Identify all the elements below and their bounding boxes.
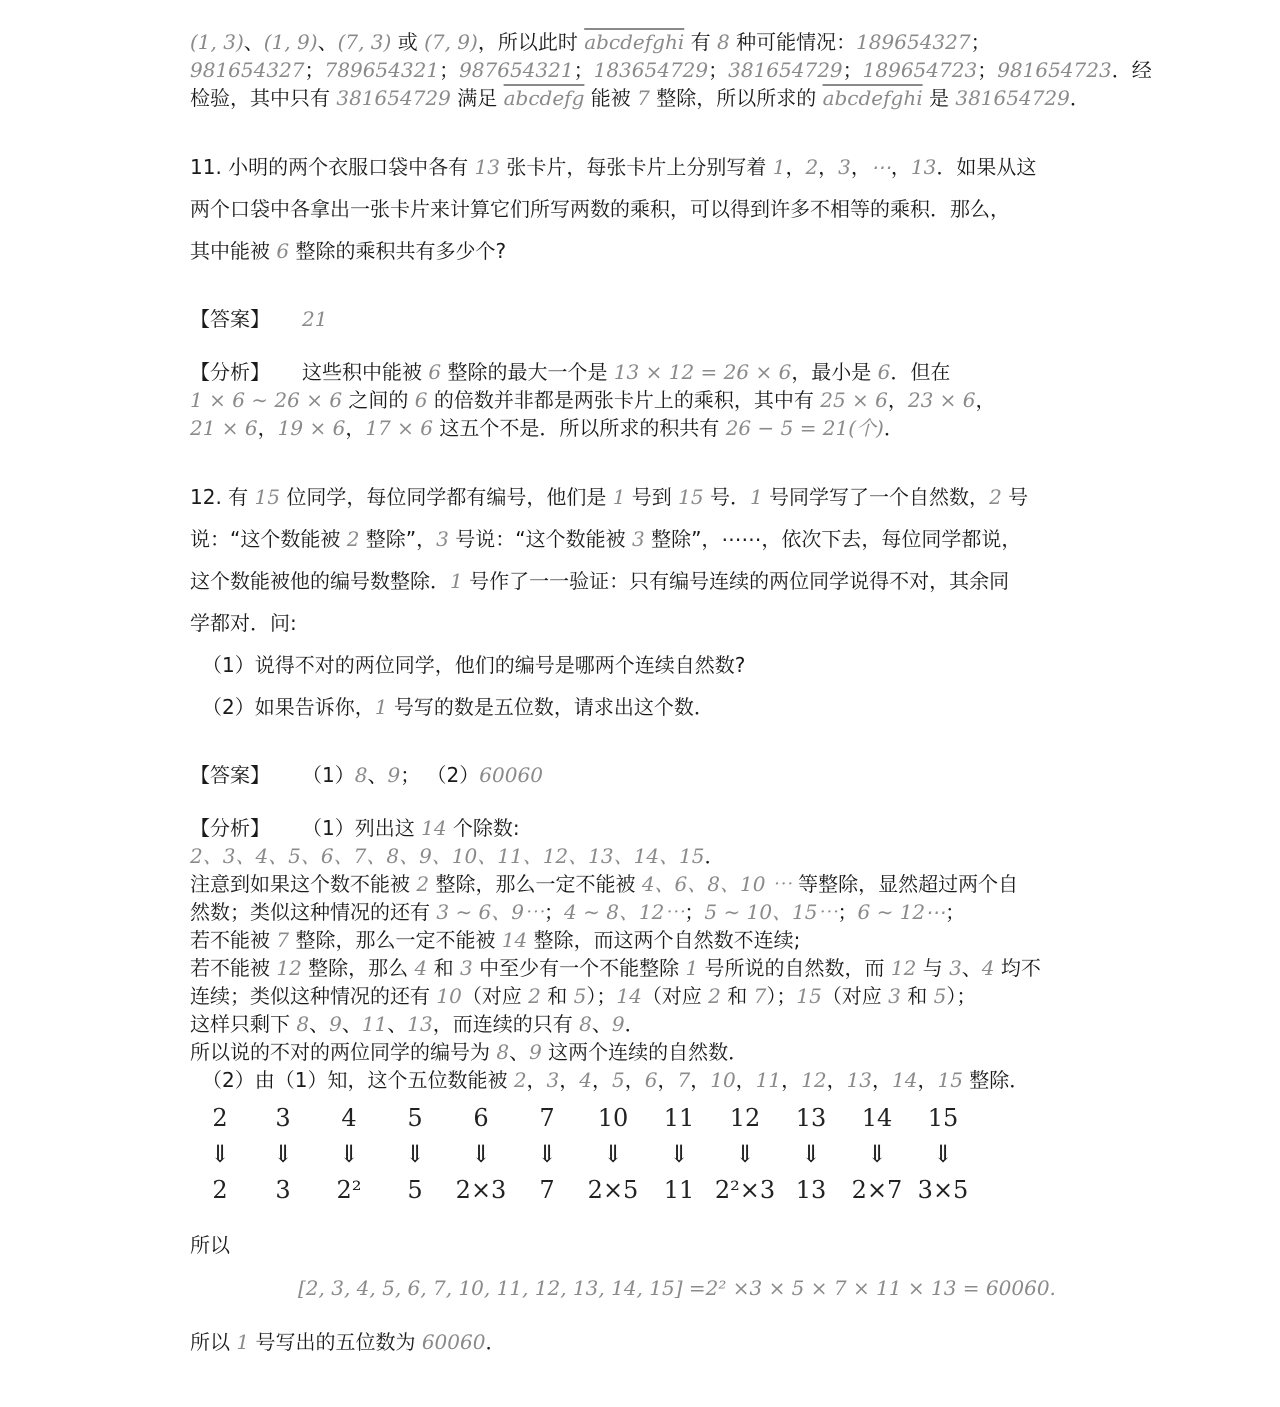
factor-number: 14 [861,1104,893,1132]
math-run: abcdefg [503,86,585,110]
q11-analysis-line-3 [190,414,1100,442]
math-run: 3 ∼ 6、9⋯ [436,900,545,924]
math-run: 9 [529,1040,542,1064]
factor-result: 13 [795,1176,827,1204]
math-run: 6 [428,360,442,384]
q12-analysis-line-4 [190,898,1100,926]
math-run: 7 [276,928,290,952]
text-run: 、 [591,1012,612,1036]
math-run: 381654729 [955,86,1070,110]
factor-row-numbers [190,1100,976,1136]
math-run: 1 [450,569,463,593]
text-run: 、 [243,30,264,54]
math-run: 1 [374,695,388,719]
text-run: ， [735,1068,756,1092]
math-run: 21 × 6 [190,416,258,440]
q12-subquestion-1 [190,644,1100,686]
q11-text-line-1 [190,146,1100,188]
text-run: 号所说的自然数，而 [698,956,891,980]
text-run: ）； [586,984,617,1008]
text-run: ， [592,1068,613,1092]
text-run: ． [883,416,904,440]
text-run: 12. 有 [190,485,255,509]
math-run: 6 [644,1068,658,1092]
text-run: 满足 [450,86,504,110]
text-run: ， [975,388,996,412]
text-run: ， [887,388,908,412]
q12-analysis-line-9 [190,1038,1100,1066]
document-page [190,28,1152,1356]
text-run: ， [690,1068,711,1092]
factor-result: 7 [539,1176,555,1204]
text-run: 这两个连续的自然数． [541,1040,749,1064]
text-run: ； [544,900,565,924]
math-run: 11 [361,1012,388,1036]
math-run: 14 [501,928,528,952]
text-run: ，最小是 [791,360,878,384]
math-run: 7 [677,1068,691,1092]
math-run: 6 [276,239,290,263]
text-run: 说：“这个数能被 [190,527,347,551]
factor-result: 3×5 [917,1176,969,1204]
text-run: 然数；类似这种情况的还有 [190,900,437,924]
math-run: 1 × 6 ∼ 26 × 6 [190,388,343,412]
text-run: 整除，那么一定不能被 [429,872,642,896]
text-run: ； [970,30,991,54]
math-run: 4 [981,956,995,980]
text-run: 其中能被 [190,239,277,263]
factor-number: 15 [927,1104,959,1132]
so-label [190,1224,1100,1266]
text-run: 等整除，显然超过两个自 [791,872,1019,896]
q12-answer-value [302,763,543,787]
text-run: 整除，那么一定不能被 [289,928,502,952]
text-run: 这些积中能被 [302,360,429,384]
math-run: 3 [546,1068,560,1092]
math-run: 25 × 6 [820,388,888,412]
math-run: 183654729 [593,58,709,82]
text-run: ．经 [1111,58,1152,82]
q12-analysis-line-1 [190,814,1100,842]
text-run: 连续；类似这种情况的还有 [190,984,437,1008]
prev-solution-line-1 [190,28,1100,56]
down-arrow-icon: ⇓ [668,1140,690,1168]
text-run: 号写的数是五位数，请求出这个数． [387,695,714,719]
math-run: 10 [710,1068,736,1092]
q12-answer [190,754,1100,796]
down-arrow-icon: ⇓ [536,1140,558,1168]
math-run: 9 [387,763,401,787]
text-run: 之间的 [342,388,415,412]
math-run: 8 [496,1040,510,1064]
text-run: 均不 [994,956,1041,980]
text-run: ； [304,58,325,82]
text-run: （1）说得不对的两位同学，他们的编号是哪两个连续自然数? [202,653,746,677]
q11-text-line-3 [190,230,1100,272]
text-run: 整除”，⋯⋯，依次下去，每位同学都说， [644,527,1022,551]
text-run: ， [785,155,806,179]
text-run: 、 [387,1012,408,1036]
factor-result: 2²×3 [714,1176,776,1204]
text-run: 若不能被 [190,956,277,980]
text-run: （2）如果告诉你， [202,695,375,719]
math-run: 981654327 [190,58,305,82]
answer-label: 【答案】 [190,307,270,331]
math-run: 4、6、8、10 ⋯ [641,872,792,896]
text-run: ； [684,900,705,924]
math-run: 14 [892,1068,918,1092]
text-run: ； [945,900,966,924]
factor-result: 2×5 [587,1176,639,1204]
factor-result: 5 [407,1176,423,1204]
math-run: 189654723 [862,58,978,82]
text-run: （1）列出这 [302,816,422,840]
math-run: 3 [436,527,449,551]
factor-row-arrows [190,1136,976,1172]
down-arrow-icon: ⇓ [404,1140,426,1168]
q11-analysis-line-1 [190,358,1100,386]
q12-analysis-line-7 [190,982,1100,1010]
analysis-label: 【分析】 [190,360,270,384]
math-run: 6 ∼ 12⋯ [857,900,946,924]
math-run: 381654729 [728,58,843,82]
prev-solution-line-2 [190,56,1152,84]
text-run: 、 [341,1012,362,1036]
text-run: ， [624,1068,645,1092]
text-run: ， [657,1068,678,1092]
math-run: 2 [416,872,430,896]
text-run: ， [872,1068,893,1092]
math-run: 23 × 6 [907,388,976,412]
factor-result: 2×3 [455,1176,507,1204]
text-run: 、 [309,1012,330,1036]
math-run: 13 [474,155,500,179]
text-run: ，所以此时 [477,30,585,54]
math-run: 15 [937,1068,963,1092]
text-run: ； （2） [400,763,480,787]
math-run: 1 [772,155,786,179]
math-run: 987654321 [459,58,574,82]
text-run: 整除，所以所求的 [649,86,823,110]
math-run: 1 [749,485,763,509]
text-run: 号作了一一验证：只有编号连续的两位同学说得不对，其余同 [462,569,1010,593]
text-run: 学都对．问: [190,611,297,635]
math-run: 381654729 [336,86,451,110]
factor-number: 11 [663,1104,695,1132]
text-run: ； [837,900,858,924]
text-run: ， [257,416,278,440]
math-run: 5 [933,984,947,1008]
factor-result: 2 [212,1176,228,1204]
text-run: 整除的乘积共有多少个? [289,239,507,263]
down-arrow-icon: ⇓ [470,1140,492,1168]
math-run: 1 [236,1330,250,1354]
math-run: 13 [910,155,937,179]
text-run: 和 [720,984,754,1008]
q12-text-line-1 [190,476,1100,518]
text-run: （对应 [461,984,529,1008]
factor-number: 13 [795,1104,827,1132]
analysis-label: 【分析】 [190,816,270,840]
q12-final-answer [190,1328,1100,1356]
text-run: ． [624,1012,645,1036]
math-run: 2 [708,984,721,1008]
q12-text-line-4 [190,602,1100,644]
text-run: 是 [922,86,956,110]
q12-analysis-line-10 [190,1066,1100,1094]
text-run: 与 [916,956,950,980]
math-run: 60060 [421,1330,486,1354]
text-run: ； [439,58,460,82]
text-run: 整除的最大一个是 [441,360,614,384]
q12-analysis-line-6 [190,954,1100,982]
factor-number: 7 [539,1104,555,1132]
down-arrow-icon: ⇓ [272,1140,294,1168]
math-run: 12 [890,956,917,980]
text-run: 有 [684,30,717,54]
math-run: abcdefghi [584,30,685,54]
text-run: ， [559,1068,580,1092]
text-run: ）； [766,984,797,1008]
math-run: 15 [796,984,822,1008]
text-run: （对应 [821,984,889,1008]
math-run: 19 × 6 [277,416,346,440]
q12-analysis-line-8 [190,1010,1100,1038]
math-run: 7 [637,86,650,110]
text-run: 这个数能被他的编号数整除． [190,569,450,593]
math-run: 5 [573,984,587,1008]
text-run: 所以 [190,1330,237,1354]
math-run: [2, 3, 4, 5, 6, 7, 10, 11, 12, 13, 14, 15] =2² ×3 × 5 × 7 × 11 × 13 = 60060. [298,1276,1056,1300]
factor-result: 2×7 [851,1176,903,1204]
text-run: （1） [302,763,355,787]
text-run: （对应 [641,984,709,1008]
factor-number: 3 [275,1104,291,1132]
q11-answer-value [302,307,327,331]
text-run: 整除，而这两个自然数不连续; [527,928,801,952]
math-run: abcdefghi [822,86,923,110]
math-run: 2 [989,485,1002,509]
math-run: 3 [888,984,901,1008]
math-run: 189654327 [856,30,971,54]
math-run: 4 [414,956,428,980]
text-run: 中至少有一个不能整除 [472,956,686,980]
math-run: 1 [685,956,699,980]
text-run: 这样只剩下 [190,1012,297,1036]
math-run: 9 [611,1012,625,1036]
down-arrow-icon: ⇓ [866,1140,888,1168]
math-run: 11 [755,1068,782,1092]
q12-analysis-text-1 [302,816,520,840]
math-run: 2 [528,984,541,1008]
q12-text-line-2 [190,518,1100,560]
text-run: ， [526,1068,547,1092]
math-run: 26 − 5 = 21(个) [725,416,884,440]
math-run: 15 [678,485,704,509]
math-run: 4 [579,1068,593,1092]
math-run: (1, 9) [263,30,318,54]
prev-solution-line-3 [190,84,1100,112]
factor-number: 6 [473,1104,489,1132]
text-run: 能被 [584,86,638,110]
down-arrow-icon: ⇓ [602,1140,624,1168]
text-run: 号到 [625,485,679,509]
q12-subquestion-2 [190,686,1100,728]
text-run: ．但在 [890,360,951,384]
math-run: 2 [513,1068,527,1092]
down-arrow-icon: ⇓ [734,1140,756,1168]
text-run: 整除，那么 [301,956,415,980]
down-arrow-icon: ⇓ [800,1140,822,1168]
text-run: 和 [900,984,934,1008]
factor-result: 3 [275,1176,291,1204]
text-run: 种可能情况： [729,30,857,54]
math-run: 5 ∼ 10、15⋯ [704,900,838,924]
math-run: 789654321 [324,58,440,82]
text-run: 号 [1001,485,1029,509]
text-run: 位同学，每位同学都有编号，他们是 [279,485,613,509]
math-run: 7 [753,984,767,1008]
math-run: 2 [805,155,819,179]
math-run: 6 [877,360,891,384]
text-run: 的倍数并非都是两张卡片上的乘积，其中有 [427,388,821,412]
lcm-formula [190,1274,1100,1302]
q12-text-line-3 [190,560,1100,602]
text-run: 和 [540,984,574,1008]
text-run: 11. 小明的两个衣服口袋中各有 [190,155,475,179]
math-run: 981654723 [997,58,1112,82]
factor-number: 10 [597,1104,629,1132]
math-run: 10 [436,984,462,1008]
down-arrow-icon: ⇓ [209,1140,231,1168]
text-run: 张卡片，每张卡片上分别写着 [499,155,773,179]
text-run: 号写出的五位数为 [249,1330,422,1354]
down-arrow-icon: ⇓ [338,1140,360,1168]
answer-label: 【答案】 [190,763,270,787]
math-run: ⋯ [870,155,891,179]
text-run: 个除数: [446,816,520,840]
math-run: 14 [421,816,447,840]
math-run: 13 [407,1012,433,1036]
text-run: 两个口袋中各拿出一张卡片来计算它们所写两数的乘积，可以得到许多不相等的乘积．那么， [190,197,1010,221]
math-run: 8 [354,763,368,787]
factor-number: 12 [729,1104,761,1132]
text-run: ； [842,58,863,82]
math-run: 3 [631,527,645,551]
math-run: 12 [276,956,302,980]
text-run: ， [890,155,911,179]
math-run: 60060 [479,763,543,787]
text-run: ， [826,1068,847,1092]
math-run: 14 [616,984,642,1008]
text-run: 整除． [962,1068,1030,1092]
text-run: 若不能被 [190,928,277,952]
text-run: ； [708,58,729,82]
text-run: （2）由（1）知，这个五位数能被 [202,1068,514,1092]
q12-analysis-line-2 [190,842,1100,870]
math-run: 3 [949,956,962,980]
math-run: 1 [612,485,626,509]
text-run: ， [345,416,366,440]
q11-analysis-line-2 [190,386,1100,414]
q11-text-line-2 [190,188,1100,230]
math-run: 6 [414,388,428,412]
text-run: ，而连续的只有 [432,1012,580,1036]
text-run: 注意到如果这个数不能被 [190,872,417,896]
text-run: ， [818,155,839,179]
factor-number: 4 [341,1104,357,1132]
text-run: ）； [946,984,977,1008]
text-run: 和 [427,956,460,980]
text-run: ．如果从这 [936,155,1037,179]
math-run: 8 [716,30,730,54]
factorization-table [190,1100,976,1208]
math-run: 2 [346,527,360,551]
factor-number: 2 [212,1104,228,1132]
math-run: (1, 3) [190,30,244,54]
math-run: 4 ∼ 8、12⋯ [564,900,685,924]
text-run: 号说：“这个数能被 [448,527,632,551]
text-run: ， [850,155,871,179]
down-arrow-icon: ⇓ [932,1140,954,1168]
text-run: 、 [317,30,338,54]
text-run: ． [485,1330,506,1354]
math-run: (7, 3) [337,30,392,54]
text-run: ， [781,1068,802,1092]
text-run: 所以说的不对的两位同学的编号为 [190,1040,497,1064]
text-run: 、 [509,1040,530,1064]
math-run: 8 [579,1012,592,1036]
math-run: 17 × 6 [365,416,433,440]
math-run: 12 [801,1068,827,1092]
math-run: 2、3、4、5、6、7、8、9、10、11、12、13、14、15 [190,844,705,868]
math-run: (7, 9) [424,30,478,54]
q11-analysis-text-1 [302,360,950,384]
factor-result: 2² [336,1176,362,1204]
text-run: 或 [391,30,425,54]
math-run: 21 [302,307,328,331]
math-run: 13 [846,1068,873,1092]
text-run: 、 [367,763,388,787]
q12-analysis-line-5 [190,926,1100,954]
math-run: 13 × 12 = 26 × 6 [613,360,792,384]
math-run: 3 [459,956,473,980]
text-run: 这五个不是．所以所求的积共有 [432,416,726,440]
text-run: 号同学写了一个自然数， [762,485,990,509]
text-run: ． [1069,86,1090,110]
text-run: ； [573,58,594,82]
math-run: 15 [254,485,280,509]
q11-answer [190,298,1100,340]
factor-row-factors [190,1172,976,1208]
math-run: 8 [296,1012,310,1036]
text-run: 、 [961,956,982,980]
q12-analysis-line-3 [190,870,1100,898]
text-run: 整除”， [359,527,437,551]
text-run: 所以 [190,1233,230,1257]
text-run: ， [917,1068,938,1092]
factor-number: 5 [407,1104,423,1132]
math-run: 9 [329,1012,342,1036]
math-run: 5 [612,1068,625,1092]
text-run: ． [704,844,725,868]
text-run: 号． [703,485,750,509]
factor-result: 11 [663,1176,695,1204]
text-run: ； [977,58,998,82]
text-run: 检验，其中只有 [190,86,337,110]
math-run: 3 [838,155,851,179]
